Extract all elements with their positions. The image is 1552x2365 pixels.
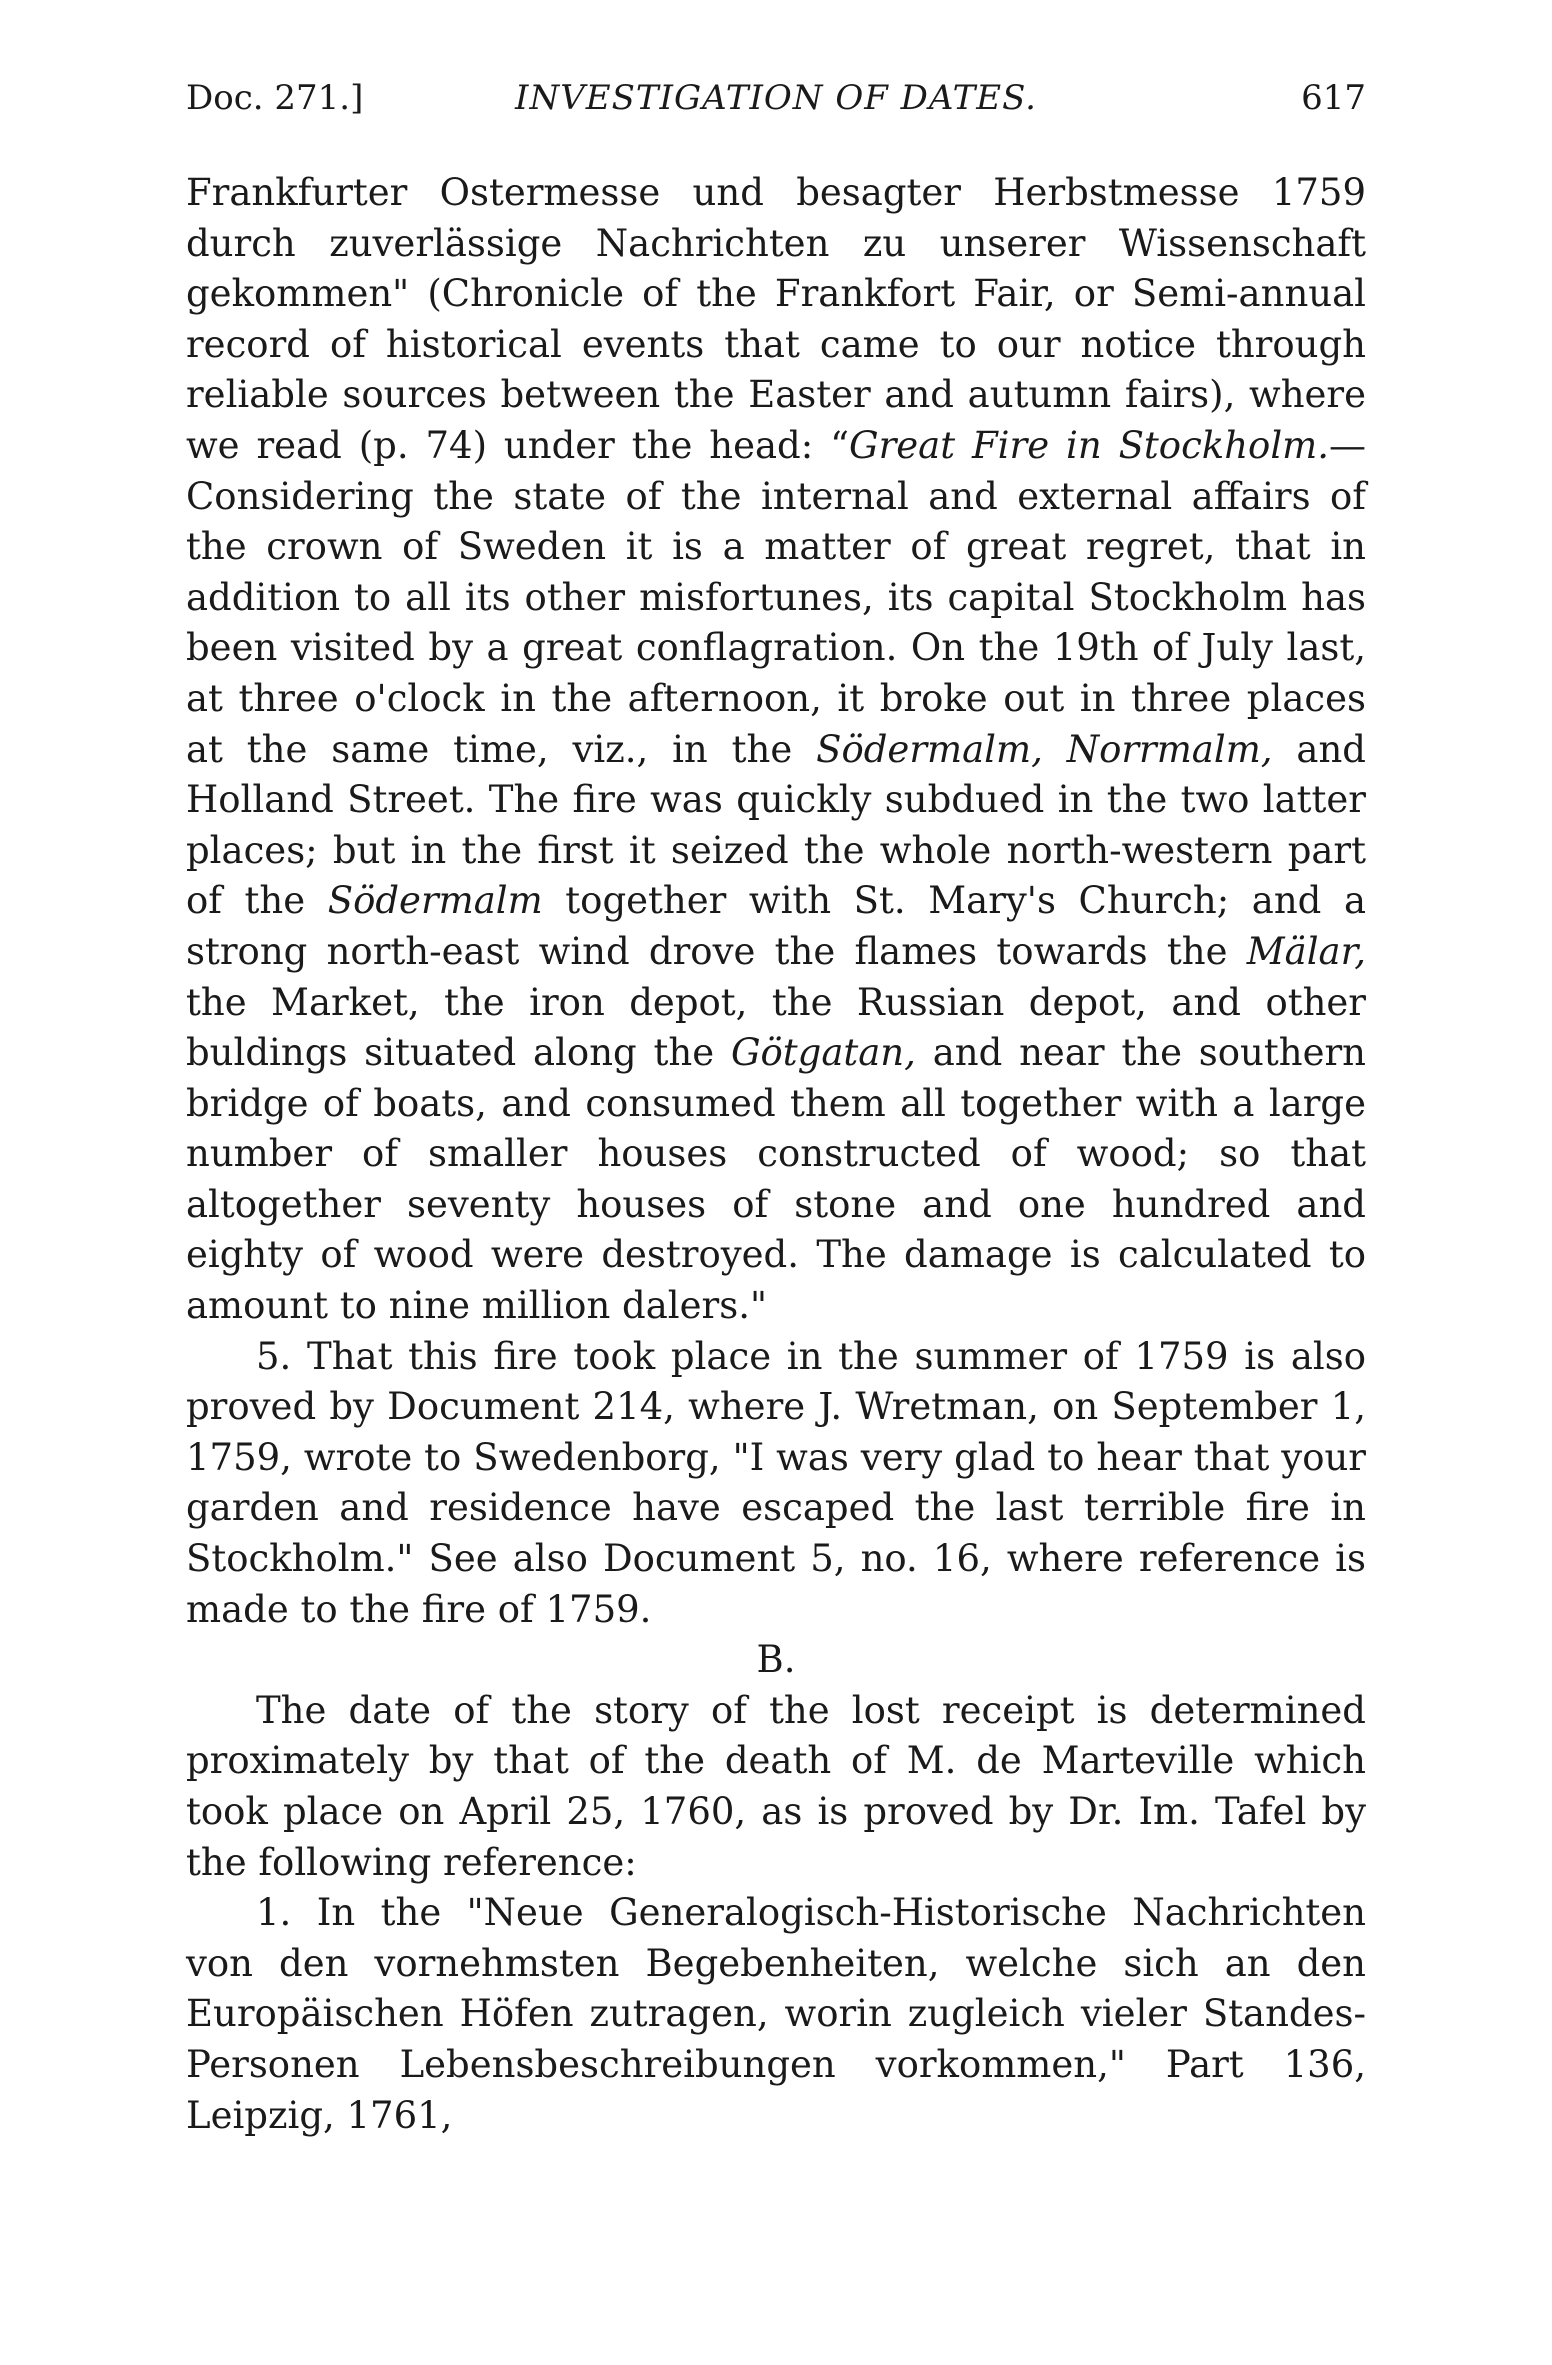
running-header	[186, 68, 1366, 128]
italic-run: Södermalm	[327, 879, 543, 923]
page-body	[186, 168, 1366, 2141]
page-number: 617	[1301, 78, 1366, 118]
paragraph-point-1: 1. In the "Neue Generalogisch-Historische Nachrichten von den vornehmsten Begebenheiten, welche sich an den Europäischen Höfen zutragen, worin zugleich vieler Standes-Personen Lebensbeschreibungen vorkommen," Part 136, Leipzig, 1761,	[186, 1891, 1366, 2137]
paragraph-section-b: The date of the story of the lost receipt is determined proximately by that of the death of M. de Marteville which took place on April 25, 1760, as is proved by Dr. Im. Tafel by the following reference:	[186, 1688, 1366, 1884]
running-title: INVESTIGATION OF DATES.	[515, 78, 1037, 118]
paragraph-chronicle-quote	[186, 168, 1366, 1332]
text-run: and near the southern bridge of boats, and consumed them all together with a large number of smaller houses constructed of wood; so that altogether seventy houses of stone and one hundred and eighty of wood were destroyed. The damage is calculated to amount to nine million dalers."	[186, 1031, 1366, 1328]
italic-run: Södermalm, Norrmalm,	[816, 727, 1273, 771]
italic-run: Mälar,	[1246, 929, 1366, 973]
document-page	[186, 68, 1366, 2141]
text-run: together with St. Mary's Church; and a strong north-east wind drove the flames towards the	[186, 879, 1367, 973]
text-run: and Holland Street. The fire was quickly subdued in the two latter places; but in the first it seized the whole north-western part of the	[186, 727, 1366, 923]
section-heading: B.	[756, 1638, 796, 1682]
italic-run: Great Fire in Stockholm.	[849, 423, 1329, 467]
text-run: the Market, the iron depot, the Russian depot, and other buldings situated along the	[186, 980, 1366, 1075]
text-run: —Considering the state of the internal and external affairs of the crown of Sweden it is a matter of great regret, that in addition to all its other misfortunes, its capital Stockholm has been visited by a great conflagration. On the 19th of July last, at three o'clock in the afternoon, it broke out in three places at the same time, viz., in the	[186, 423, 1366, 771]
text-run: Frankfurter Ostermesse und besagter Herbstmesse 1759 durch zuverlässige Nachrichten zu unserer Wissenschaft gekommen" (Chronicle of the Frankfort Fair, or Semi-annual record of historical events that came to our notice through reliable sources between the Easter and autumn fairs), where we read (p. 74) under the head: “	[186, 171, 1366, 467]
italic-run: Götgatan,	[730, 1031, 916, 1075]
document-reference: Doc. 271.]	[186, 78, 364, 118]
paragraph-point-5: 5. That this fire took place in the summer of 1759 is also proved by Document 214, where J. Wretman, on September 1, 1759, wrote to Swedenborg, "I was very glad to hear that your garden and residence have escaped the last terrible fire in Stockholm." See also Document 5, no. 16, where reference is made to the fire of 1759.	[186, 1334, 1366, 1631]
